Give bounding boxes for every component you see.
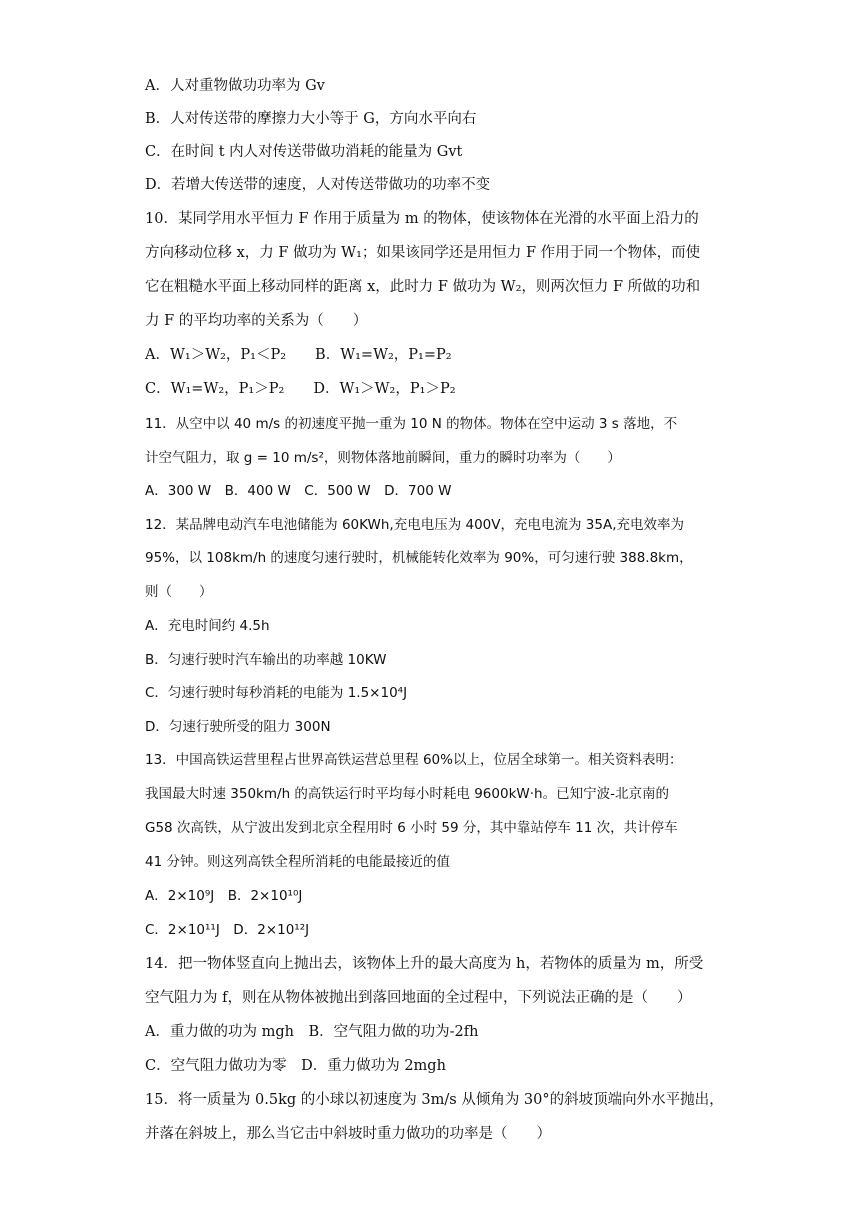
q13-stem-line-2: 我国最大时速 350km/h 的高铁运行时平均每小时耗电 9600kW·h。已知宁波-北京南的	[145, 786, 669, 802]
q10-stem-line-1: 10．某同学用水平恒力 F 作用于质量为 m 的物体，使该物体在光滑的水平面上沿力的	[145, 211, 699, 227]
q15-stem-line-1: 15．将一质量为 0.5kg 的小球以初速度为 3m/s 从倾角为 30°的斜坡顶端向外水平抛出，	[145, 1092, 724, 1108]
q12-option-b: B．匀速行驶时汽车输出的功率越 10KW	[145, 652, 387, 668]
q12-stem-line-3: 则（ ）	[145, 584, 213, 600]
q10-stem-line-2: 方向移动位移 x，力 F 做功为 W₁；如果该同学还是用恒力 F 作用于同一个物体，而使	[145, 245, 701, 261]
q13-stem-line-1: 13．中国高铁运营里程占世界高铁运营总里程 60%以上，位居全球第一。相关资料表明：	[145, 752, 683, 768]
q10-options-ab: A．W₁＞W₂，P₁＜P₂ B．W₁=W₂，P₁=P₂	[145, 347, 452, 363]
q13-options-ab: A．2×10⁹J B．2×10¹⁰J	[145, 888, 303, 904]
q10-stem-line-3: 它在粗糙水平面上移动同样的距离 x，此时力 F 做功为 W₂，则两次恒力 F 所做的功和	[145, 279, 701, 295]
q13-options-cd: C．2×10¹¹J D．2×10¹²J	[145, 922, 310, 938]
q12-option-d: D．匀速行驶所受的阻力 300N	[145, 719, 331, 735]
q14-options-ab: A．重力做的功为 mgh B．空气阻力做的功为-2fh	[145, 1024, 479, 1040]
q14-options-cd: C．空气阻力做功为零 D．重力做功为 2mgh	[145, 1058, 446, 1074]
q11-stem-line-1: 11．从空中以 40 m/s 的初速度平抛一重为 10 N 的物体。物体在空中运动 3 s 落地，不	[145, 416, 678, 432]
q9-option-c: C．在时间 t 内人对传送带做功消耗的能量为 Gvt	[145, 144, 463, 160]
q11-stem-line-2: 计空气阻力，取 g = 10 m/s²，则物体落地前瞬间，重力的瞬时功率为（ ）	[145, 450, 621, 466]
q11-options: A．300 W B．400 W C．500 W D．700 W	[145, 483, 452, 499]
q9-option-d: D．若增大传送带的速度，人对传送带做功的功率不变	[145, 177, 491, 193]
q12-option-c: C．匀速行驶时每秒消耗的电能为 1.5×10⁴J	[145, 685, 408, 701]
q13-stem-line-3: G58 次高铁，从宁波出发到北京全程用时 6 小时 59 分，其中靠站停车 11 次，共计停车	[145, 820, 678, 836]
q10-stem-line-4: 力 F 的平均功率的关系为（ ）	[145, 313, 368, 329]
q9-option-b: B．人对传送带的摩擦力大小等于 G，方向水平向右	[145, 111, 477, 127]
q12-stem-line-2: 95%，以 108km/h 的速度匀速行驶时，机械能转化效率为 90%，可匀速行驶 388.8km，	[145, 550, 693, 566]
q12-option-a: A．充电时间约 4.5h	[145, 618, 270, 634]
q9-option-a: A．人对重物做功功率为 Gv	[145, 78, 325, 94]
q12-stem-line-1: 12．某品牌电动汽车电池储能为 60KWh,充电电压为 400V，充电电流为 35A,充电效率为	[145, 517, 685, 533]
q14-stem-line-2: 空气阻力为 f，则在从物体被抛出到落回地面的全过程中，下列说法正确的是（ ）	[145, 990, 692, 1006]
q14-stem-line-1: 14．把一物体竖直向上抛出去，该物体上升的最大高度为 h，若物体的质量为 m，所受	[145, 956, 704, 972]
q15-stem-line-2: 并落在斜坡上，那么当它击中斜坡时重力做功的功率是（ ）	[145, 1126, 551, 1142]
q13-stem-line-4: 41 分钟。则这列高铁全程所消耗的电能最接近的值	[145, 854, 450, 870]
q10-options-cd: C．W₁=W₂，P₁＞P₂ D．W₁＞W₂，P₁＞P₂	[145, 381, 456, 397]
